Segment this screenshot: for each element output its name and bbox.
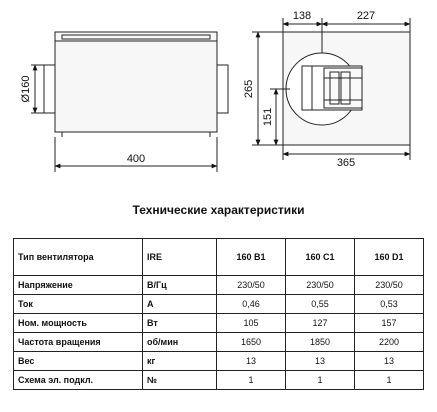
row-param: Вес xyxy=(14,352,143,371)
row-value: 13 xyxy=(355,352,424,371)
row-value: 105 xyxy=(217,314,286,333)
row-param: Частота вращения xyxy=(14,333,143,352)
row-value: 13 xyxy=(217,352,286,371)
side-view xyxy=(31,32,228,172)
row-value: 1650 xyxy=(217,333,286,352)
front-total-width-dimension: 365 xyxy=(336,157,356,169)
diameter-dimension: Ø160 xyxy=(20,75,32,103)
header-unit: IRE xyxy=(143,239,217,276)
header-model: 160 B1 xyxy=(217,239,286,276)
table-header-row xyxy=(14,239,424,276)
row-value: 0,46 xyxy=(217,295,286,314)
row-param: Ном. мощность xyxy=(14,314,143,333)
row-value: 1 xyxy=(286,371,355,390)
front-height-dimension: 265 xyxy=(243,79,255,99)
header-model: 160 C1 xyxy=(286,239,355,276)
row-unit: № xyxy=(143,371,217,390)
table-row xyxy=(14,314,424,333)
length-dimension: 400 xyxy=(126,153,146,165)
row-value: 0,53 xyxy=(355,295,424,314)
table-row xyxy=(14,276,424,295)
header-param: Тип вентилятора xyxy=(14,239,143,276)
front-width-left-dimension: 138 xyxy=(292,10,312,22)
row-unit: об/мин xyxy=(143,333,217,352)
row-value: 157 xyxy=(355,314,424,333)
row-value: 2200 xyxy=(355,333,424,352)
row-value: 1 xyxy=(355,371,424,390)
header-model: 160 D1 xyxy=(355,239,424,276)
technical-drawing xyxy=(0,0,437,200)
row-value: 1 xyxy=(217,371,286,390)
specs-table xyxy=(13,238,424,390)
row-unit: Вт xyxy=(143,314,217,333)
front-view xyxy=(252,18,410,160)
specs-title: Технические характеристики xyxy=(132,203,305,217)
row-value: 127 xyxy=(286,314,355,333)
row-unit: кг xyxy=(143,352,217,371)
row-value: 1850 xyxy=(286,333,355,352)
row-param: Ток xyxy=(14,295,143,314)
row-param: Схема эл. подкл. xyxy=(14,371,143,390)
table-row xyxy=(14,333,424,352)
front-axis-height-dimension: 151 xyxy=(262,107,274,127)
table-row xyxy=(14,352,424,371)
row-value: 13 xyxy=(286,352,355,371)
row-param: Напряжение xyxy=(14,276,143,295)
row-value: 230/50 xyxy=(286,276,355,295)
row-value: 230/50 xyxy=(355,276,424,295)
row-value: 0,55 xyxy=(286,295,355,314)
table-row xyxy=(14,295,424,314)
row-unit: А xyxy=(143,295,217,314)
row-unit: В/Гц xyxy=(143,276,217,295)
front-width-right-dimension: 227 xyxy=(356,10,376,22)
table-row xyxy=(14,371,424,390)
row-value: 230/50 xyxy=(217,276,286,295)
